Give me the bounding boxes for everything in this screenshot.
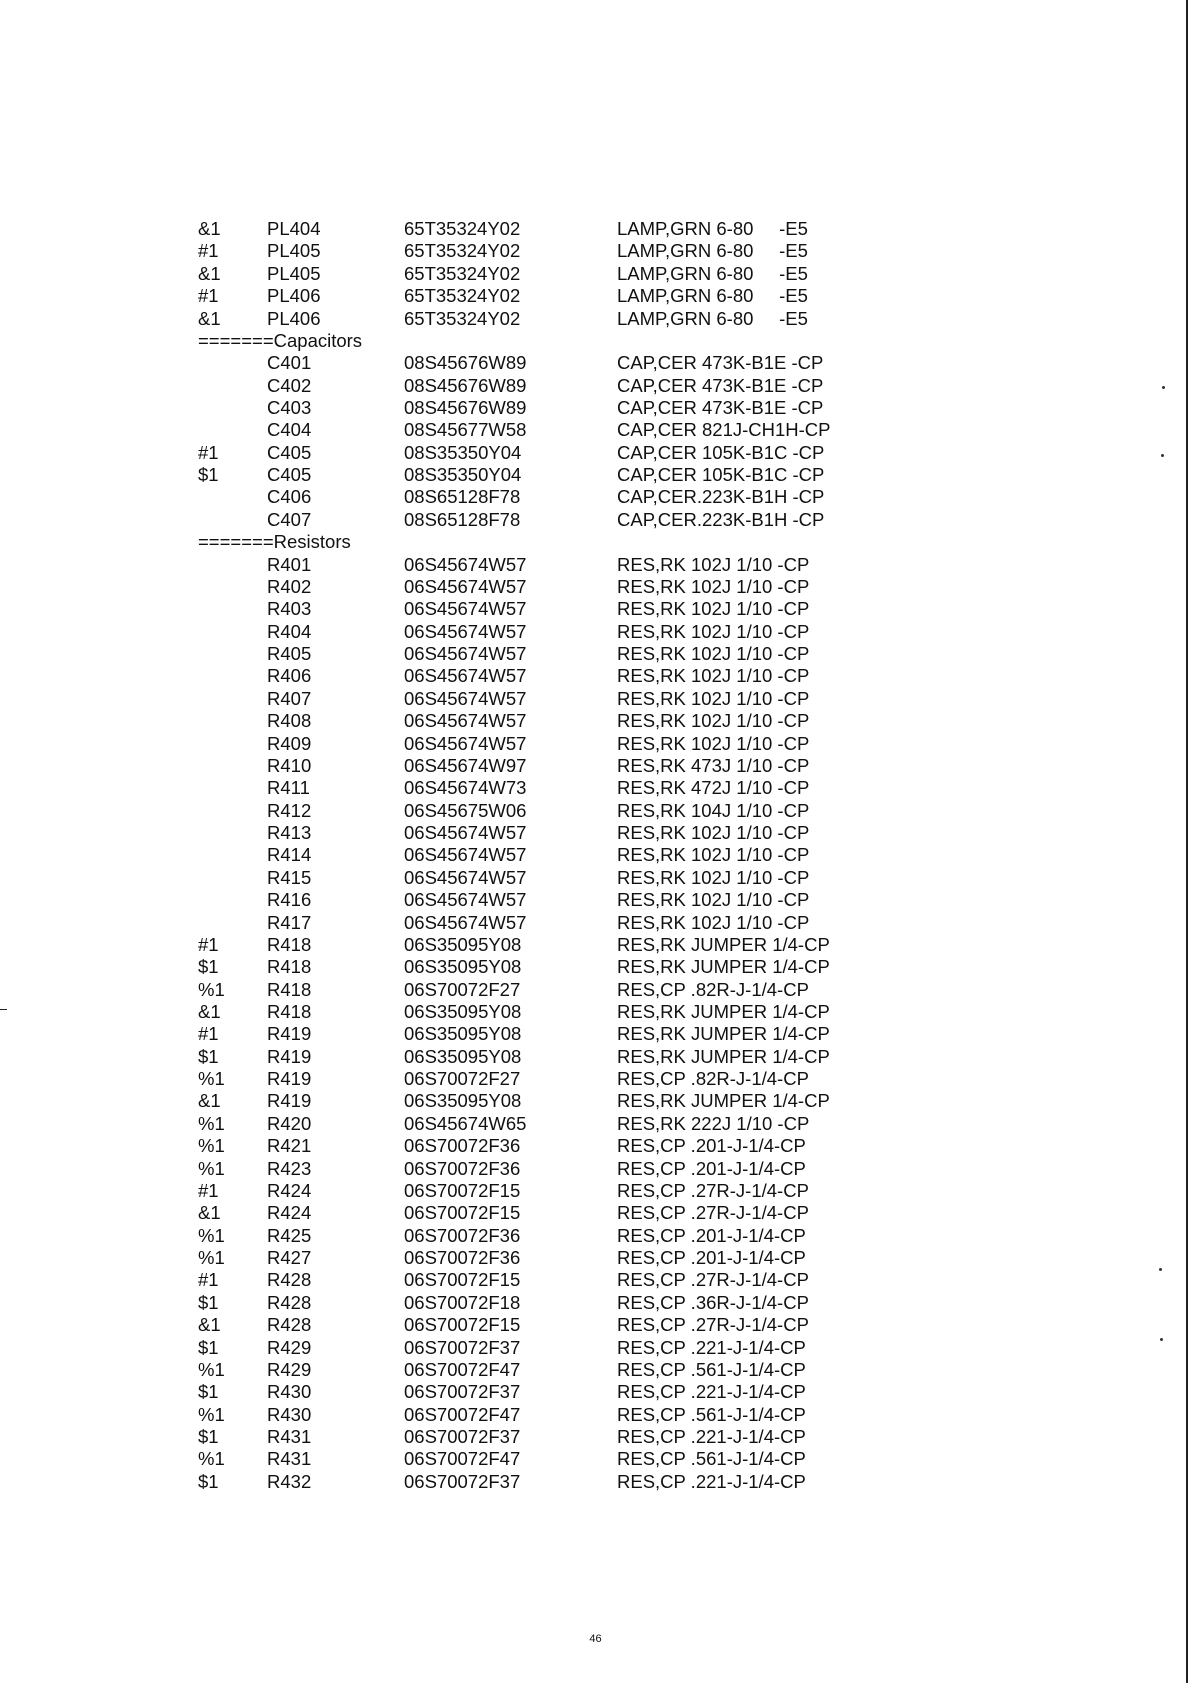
variant-code: $1 — [198, 1426, 219, 1447]
part-description: RES,CP .221-J-1/4-CP — [617, 1381, 806, 1403]
section-title: =======Resistors — [198, 531, 351, 553]
variant-code: &1 — [198, 307, 221, 329]
part-description: CAP,CER 473K-B1E -CP — [617, 352, 824, 374]
reference-designator: R405 — [267, 643, 312, 664]
reference-designator: R414 — [267, 844, 312, 866]
part-number: 06S35095Y08 — [404, 1023, 522, 1045]
variant-code: &1 — [198, 1090, 221, 1112]
parts-row — [0, 1135, 1191, 1157]
reference-designator: PL404 — [267, 218, 321, 239]
parts-row — [0, 1337, 1191, 1359]
reference-designator: R427 — [267, 1247, 312, 1268]
part-number: 65T35324Y02 — [404, 218, 521, 239]
parts-row — [0, 285, 1191, 307]
reference-designator: R409 — [267, 732, 312, 754]
part-number: 06S45674W57 — [404, 687, 527, 709]
reference-designator: R425 — [267, 1224, 312, 1246]
part-number: 06S70072F36 — [404, 1135, 521, 1157]
part-number: 08S45676W89 — [404, 352, 527, 374]
part-description: RES,CP .27R-J-1/4-CP — [617, 1269, 809, 1291]
parts-row — [0, 509, 1191, 531]
part-number: 06S70072F15 — [404, 1202, 521, 1224]
parts-row — [0, 1046, 1191, 1068]
part-description: RES,RK 102J 1/10 -CP — [617, 643, 810, 664]
part-description: RES,CP .27R-J-1/4-CP — [617, 1179, 809, 1201]
part-description: RES,RK 102J 1/10 -CP — [617, 598, 810, 620]
reference-designator: C406 — [267, 486, 312, 508]
part-number: 06S35095Y08 — [404, 956, 522, 978]
scan-speck — [1160, 1338, 1163, 1341]
parts-row — [0, 1202, 1191, 1224]
part-description: LAMP,GRN 6-80 -E5 — [617, 285, 808, 307]
variant-code: #1 — [198, 1023, 219, 1045]
part-number: 06S45674W57 — [404, 665, 527, 687]
reference-designator: R424 — [267, 1179, 312, 1201]
reference-designator: C407 — [267, 508, 312, 530]
parts-row — [0, 1292, 1191, 1314]
parts-row — [0, 464, 1191, 486]
part-number: 06S70072F15 — [404, 1269, 521, 1291]
scan-mark — [0, 1009, 7, 1010]
part-description: RES,RK JUMPER 1/4-CP — [617, 1001, 830, 1022]
reference-designator: R429 — [267, 1336, 312, 1358]
part-number: 06S45674W57 — [404, 620, 527, 642]
parts-row — [0, 598, 1191, 620]
part-number: 65T35324Y02 — [404, 307, 521, 329]
part-number: 06S45674W57 — [404, 553, 527, 575]
parts-row — [0, 621, 1191, 643]
parts-row — [0, 1247, 1191, 1269]
part-description: RES,RK JUMPER 1/4-CP — [617, 956, 830, 978]
parts-row — [0, 1359, 1191, 1381]
parts-row — [0, 777, 1191, 799]
scan-speck — [1161, 454, 1164, 457]
parts-row — [0, 1426, 1191, 1448]
part-number: 06S70072F47 — [404, 1448, 521, 1470]
variant-code: $1 — [198, 1291, 219, 1313]
reference-designator: R418 — [267, 978, 312, 1000]
part-description: RES,CP .27R-J-1/4-CP — [617, 1314, 809, 1336]
parts-row — [0, 1471, 1191, 1493]
part-number: 06S70072F37 — [404, 1426, 521, 1447]
parts-row — [0, 397, 1191, 419]
variant-code: &1 — [198, 1314, 221, 1336]
parts-row — [0, 1090, 1191, 1112]
reference-designator: R419 — [267, 1023, 312, 1045]
parts-row — [0, 643, 1191, 665]
parts-row — [0, 1180, 1191, 1202]
part-description: RES,RK 102J 1/10 -CP — [617, 866, 810, 888]
parts-row — [0, 979, 1191, 1001]
parts-row — [0, 867, 1191, 889]
parts-row — [0, 1158, 1191, 1180]
reference-designator: R404 — [267, 620, 312, 642]
part-description: RES,CP .221-J-1/4-CP — [617, 1426, 806, 1447]
reference-designator: R430 — [267, 1381, 312, 1403]
part-number: 06S45674W97 — [404, 754, 527, 776]
part-number: 06S70072F37 — [404, 1381, 521, 1403]
part-number: 06S45674W65 — [404, 1112, 527, 1134]
variant-code: #1 — [198, 933, 219, 955]
part-description: RES,CP .201-J-1/4-CP — [617, 1135, 806, 1157]
reference-designator: R419 — [267, 1045, 312, 1067]
part-number: 65T35324Y02 — [404, 262, 521, 284]
parts-row — [0, 800, 1191, 822]
part-description: RES,CP .221-J-1/4-CP — [617, 1336, 806, 1358]
section-title: =======Capacitors — [198, 329, 363, 351]
part-description: RES,RK 102J 1/10 -CP — [617, 710, 810, 732]
parts-row — [0, 218, 1191, 240]
reference-designator: R428 — [267, 1269, 312, 1291]
part-description: RES,RK 222J 1/10 -CP — [617, 1112, 810, 1134]
part-number: 08S65128F78 — [404, 486, 521, 508]
parts-row — [0, 665, 1191, 687]
part-number: 08S35350Y04 — [404, 464, 522, 486]
part-number: 06S45674W57 — [404, 710, 527, 732]
reference-designator: PL405 — [267, 262, 321, 284]
reference-designator: C403 — [267, 397, 312, 418]
part-description: RES,CP .201-J-1/4-CP — [617, 1247, 806, 1268]
reference-designator: R420 — [267, 1112, 312, 1134]
variant-code: %1 — [198, 1358, 225, 1380]
variant-code: %1 — [198, 1247, 225, 1268]
reference-designator: R421 — [267, 1135, 312, 1157]
part-number: 06S70072F36 — [404, 1247, 521, 1268]
part-number: 06S35095Y08 — [404, 933, 522, 955]
part-number: 06S70072F36 — [404, 1224, 521, 1246]
reference-designator: R423 — [267, 1157, 312, 1179]
reference-designator: R415 — [267, 866, 312, 888]
reference-designator: R401 — [267, 553, 312, 575]
reference-designator: R411 — [267, 777, 310, 799]
reference-designator: R419 — [267, 1090, 312, 1112]
part-description: CAP,CER 105K-B1C -CP — [617, 441, 825, 463]
part-number: 08S45677W58 — [404, 419, 527, 441]
parts-row — [0, 1381, 1191, 1403]
reference-designator: R410 — [267, 754, 312, 776]
part-description: CAP,CER.223K-B1H -CP — [617, 486, 825, 508]
part-description: RES,RK 473J 1/10 -CP — [617, 754, 810, 776]
part-description: RES,RK 102J 1/10 -CP — [617, 844, 810, 866]
part-description: RES,RK JUMPER 1/4-CP — [617, 933, 830, 955]
parts-row — [0, 710, 1191, 732]
reference-designator: C404 — [267, 419, 312, 441]
part-number: 06S70072F37 — [404, 1336, 521, 1358]
scan-edge-line — [1186, 0, 1188, 1683]
variant-code: &1 — [198, 218, 221, 239]
parts-row — [0, 1314, 1191, 1336]
parts-row — [0, 486, 1191, 508]
reference-designator: R406 — [267, 665, 312, 687]
variant-code: %1 — [198, 1448, 225, 1470]
parts-row — [0, 1225, 1191, 1247]
reference-designator: R402 — [267, 575, 312, 597]
parts-row — [0, 1404, 1191, 1426]
reference-designator: R429 — [267, 1358, 312, 1380]
part-description: RES,CP .27R-J-1/4-CP — [617, 1202, 809, 1224]
parts-row — [0, 1448, 1191, 1470]
part-number: 06S70072F18 — [404, 1291, 521, 1313]
part-number: 06S45674W57 — [404, 889, 527, 911]
part-description: RES,RK JUMPER 1/4-CP — [617, 1023, 830, 1045]
part-description: LAMP,GRN 6-80 -E5 — [617, 307, 808, 329]
variant-code: %1 — [198, 1224, 225, 1246]
reference-designator: PL406 — [267, 285, 321, 307]
part-description: CAP,CER.223K-B1H -CP — [617, 508, 825, 530]
part-number: 65T35324Y02 — [404, 285, 521, 307]
part-description: RES,RK 102J 1/10 -CP — [617, 732, 810, 754]
variant-code: &1 — [198, 1202, 221, 1224]
reference-designator: C405 — [267, 441, 312, 463]
part-number: 06S45675W06 — [404, 799, 527, 821]
part-description: LAMP,GRN 6-80 -E5 — [617, 218, 808, 239]
variant-code: $1 — [198, 1381, 219, 1403]
reference-designator: R419 — [267, 1068, 312, 1090]
variant-code: #1 — [198, 1269, 219, 1291]
reference-designator: R432 — [267, 1470, 312, 1492]
part-number: 06S45674W57 — [404, 575, 527, 597]
part-number: 08S65128F78 — [404, 508, 521, 530]
reference-designator: R431 — [267, 1448, 312, 1470]
parts-row — [0, 263, 1191, 285]
variant-code: %1 — [198, 1135, 225, 1157]
part-number: 06S70072F37 — [404, 1470, 521, 1492]
variant-code: &1 — [198, 1001, 221, 1022]
part-description: RES,RK 102J 1/10 -CP — [617, 911, 810, 933]
part-description: RES,RK 102J 1/10 -CP — [617, 620, 810, 642]
parts-row — [0, 934, 1191, 956]
parts-row — [0, 240, 1191, 262]
part-description: RES,RK 102J 1/10 -CP — [617, 575, 810, 597]
part-description: RES,CP .82R-J-1/4-CP — [617, 1068, 809, 1090]
variant-code: %1 — [198, 1157, 225, 1179]
part-description: CAP,CER 821J-CH1H-CP — [617, 419, 831, 441]
parts-row — [0, 554, 1191, 576]
part-number: 06S35095Y08 — [404, 1001, 522, 1022]
part-description: RES,CP .201-J-1/4-CP — [617, 1157, 806, 1179]
reference-designator: PL406 — [267, 307, 321, 329]
variant-code: %1 — [198, 978, 225, 1000]
variant-code: #1 — [198, 1179, 219, 1201]
parts-row — [0, 442, 1191, 464]
parts-row — [0, 1269, 1191, 1291]
part-description: RES,RK 104J 1/10 -CP — [617, 799, 810, 821]
part-description: RES,CP .221-J-1/4-CP — [617, 1470, 806, 1492]
parts-row — [0, 352, 1191, 374]
section-header — [0, 330, 1191, 352]
reference-designator: R418 — [267, 956, 312, 978]
part-number: 06S70072F47 — [404, 1403, 521, 1425]
parts-row — [0, 308, 1191, 330]
part-description: RES,RK 102J 1/10 -CP — [617, 687, 810, 709]
parts-row — [0, 755, 1191, 777]
part-number: 06S45674W57 — [404, 643, 527, 664]
reference-designator: R412 — [267, 799, 312, 821]
reference-designator: R431 — [267, 1426, 312, 1447]
scan-speck — [1159, 1268, 1162, 1271]
part-number: 08S45676W89 — [404, 397, 527, 418]
section-header — [0, 531, 1191, 553]
variant-code: $1 — [198, 464, 219, 486]
parts-row — [0, 889, 1191, 911]
part-number: 06S45674W57 — [404, 598, 527, 620]
reference-designator: R408 — [267, 710, 312, 732]
variant-code: #1 — [198, 240, 219, 262]
parts-row — [0, 688, 1191, 710]
part-description: RES,CP .561-J-1/4-CP — [617, 1403, 806, 1425]
part-description: RES,CP .36R-J-1/4-CP — [617, 1291, 809, 1313]
part-description: RES,RK 102J 1/10 -CP — [617, 822, 810, 843]
part-description: RES,CP .82R-J-1/4-CP — [617, 978, 809, 1000]
reference-designator: R417 — [267, 911, 312, 933]
part-number: 06S35095Y08 — [404, 1045, 522, 1067]
part-description: LAMP,GRN 6-80 -E5 — [617, 240, 808, 262]
part-number: 06S35095Y08 — [404, 1090, 522, 1112]
parts-row — [0, 375, 1191, 397]
parts-row — [0, 576, 1191, 598]
scan-speck — [1162, 386, 1165, 389]
part-number: 06S70072F36 — [404, 1157, 521, 1179]
part-number: 06S45674W57 — [404, 822, 527, 843]
reference-designator: R418 — [267, 1001, 312, 1022]
parts-row — [0, 844, 1191, 866]
variant-code: &1 — [198, 262, 221, 284]
reference-designator: PL405 — [267, 240, 321, 262]
parts-row — [0, 912, 1191, 934]
reference-designator: R403 — [267, 598, 312, 620]
parts-row — [0, 1001, 1191, 1023]
reference-designator: R430 — [267, 1403, 312, 1425]
reference-designator: R418 — [267, 933, 312, 955]
variant-code: %1 — [198, 1068, 225, 1090]
part-number: 06S45674W73 — [404, 777, 527, 799]
part-number: 06S45674W57 — [404, 866, 527, 888]
variant-code: %1 — [198, 1403, 225, 1425]
variant-code: $1 — [198, 956, 219, 978]
part-description: RES,RK 472J 1/10 -CP — [617, 777, 810, 799]
variant-code: $1 — [198, 1045, 219, 1067]
parts-row — [0, 1023, 1191, 1045]
part-number: 08S45676W89 — [404, 374, 527, 396]
reference-designator: R428 — [267, 1314, 312, 1336]
part-number: 65T35324Y02 — [404, 240, 521, 262]
parts-row — [0, 419, 1191, 441]
part-description: RES,RK 102J 1/10 -CP — [617, 889, 810, 911]
variant-code: $1 — [198, 1336, 219, 1358]
reference-designator: R413 — [267, 822, 312, 843]
part-number: 06S45674W57 — [404, 911, 527, 933]
page-number: 46 — [589, 1633, 602, 1645]
part-description: CAP,CER 473K-B1E -CP — [617, 397, 824, 418]
part-number: 06S70072F27 — [404, 1068, 521, 1090]
part-description: RES,RK 102J 1/10 -CP — [617, 553, 810, 575]
part-description: RES,RK JUMPER 1/4-CP — [617, 1045, 830, 1067]
part-number: 06S70072F15 — [404, 1314, 521, 1336]
part-description: RES,RK JUMPER 1/4-CP — [617, 1090, 830, 1112]
variant-code: $1 — [198, 1470, 219, 1492]
parts-row — [0, 1113, 1191, 1135]
part-number: 06S70072F27 — [404, 978, 521, 1000]
reference-designator: R416 — [267, 889, 312, 911]
part-number: 08S35350Y04 — [404, 441, 522, 463]
reference-designator: R407 — [267, 687, 312, 709]
reference-designator: C405 — [267, 464, 312, 486]
variant-code: #1 — [198, 441, 219, 463]
part-description: CAP,CER 473K-B1E -CP — [617, 374, 824, 396]
part-number: 06S45674W57 — [404, 732, 527, 754]
part-description: RES,CP .201-J-1/4-CP — [617, 1224, 806, 1246]
part-number: 06S45674W57 — [404, 844, 527, 866]
part-number: 06S70072F15 — [404, 1179, 521, 1201]
part-description: LAMP,GRN 6-80 -E5 — [617, 262, 808, 284]
part-description: RES,CP .561-J-1/4-CP — [617, 1358, 806, 1380]
parts-row — [0, 822, 1191, 844]
reference-designator: R428 — [267, 1291, 312, 1313]
part-description: CAP,CER 105K-B1C -CP — [617, 464, 825, 486]
parts-row — [0, 956, 1191, 978]
part-number: 06S70072F47 — [404, 1358, 521, 1380]
part-description: RES,RK 102J 1/10 -CP — [617, 665, 810, 687]
reference-designator: C401 — [267, 352, 312, 374]
part-description: RES,CP .561-J-1/4-CP — [617, 1448, 806, 1470]
parts-row — [0, 1068, 1191, 1090]
variant-code: %1 — [198, 1112, 225, 1134]
variant-code: #1 — [198, 285, 219, 307]
parts-row — [0, 733, 1191, 755]
reference-designator: C402 — [267, 374, 312, 396]
reference-designator: R424 — [267, 1202, 312, 1224]
